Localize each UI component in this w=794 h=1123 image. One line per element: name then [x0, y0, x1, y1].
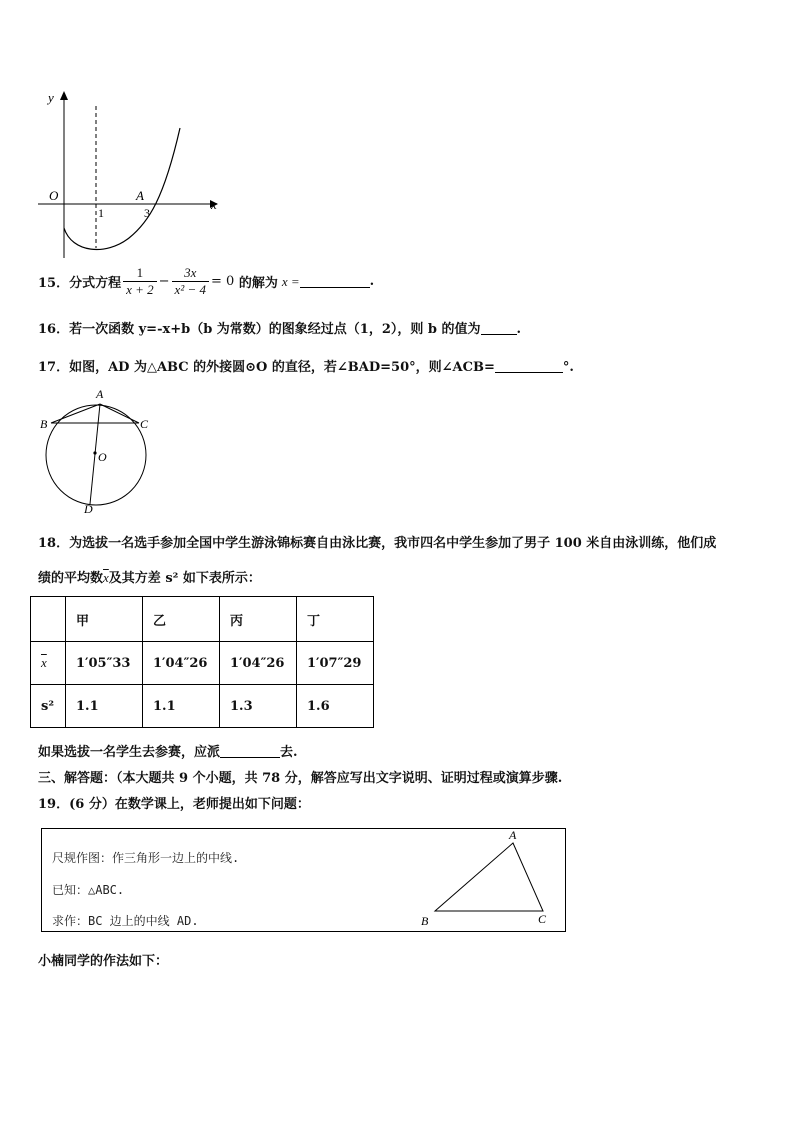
tri-label-a: A: [509, 829, 517, 842]
q15-suffix: 的解为: [238, 276, 278, 291]
origin-label: O: [49, 188, 59, 203]
q18-after-end: 去.: [280, 745, 298, 760]
q16-text: 16．若一次函数 y=-x+b（b 为常数）的图象经过点（1，2），则 b 的值为: [38, 322, 481, 337]
q15-frac2-denominator: x² − 4: [174, 282, 206, 297]
header-jia: 甲: [66, 597, 143, 642]
question-19: 19．(6 分）在数学课上，老师提出如下问题：: [38, 797, 310, 812]
question-18-after: [38, 741, 298, 760]
segment-ac: [100, 404, 139, 423]
tri-label-b: B: [421, 914, 429, 928]
q15-var: x =: [281, 273, 300, 289]
question-16: [38, 318, 521, 337]
box-line-3: 求作：BC 边上的中线 AD.: [52, 914, 199, 928]
section-3-heading: 三、解答题：（本大题共 9 个小题，共 78 分，解答应写出文字说明、证明过程或演算步骤.: [38, 771, 563, 786]
question-18-line1: 18．为选拔一名选手参加全国中学生游泳锦标赛自由泳比赛，我市四名中学生参加了男子 100 米自由泳训练，他们成: [38, 536, 717, 551]
table-row-mean: [31, 642, 374, 685]
var-yi: 1.1: [143, 685, 220, 728]
y-axis-arrow-icon: [60, 91, 68, 100]
mean-jia: 1′05″33: [66, 642, 143, 685]
q17-text: 17．如图，AD 为△ABC 的外接圆⊙O 的直径，若∠BAD=50°，则∠ACB=: [38, 360, 495, 375]
q15-frac2-numerator: 3x: [172, 265, 209, 282]
table-header-row: [31, 597, 374, 642]
parabola-graph: [34, 88, 234, 263]
circumcircle: [46, 405, 146, 505]
tri-label-c: C: [538, 912, 547, 926]
q17-end: °.: [562, 360, 574, 375]
var-ding: 1.6: [297, 685, 374, 728]
label-b: B: [40, 417, 48, 431]
header-ding: 丁: [297, 597, 374, 642]
question-15: [38, 265, 374, 298]
question-19-after: 小楠同学的作法如下：: [38, 954, 169, 969]
triangle-shape: [435, 843, 543, 911]
q15-fraction-2: [172, 265, 209, 298]
table-row-variance: [31, 685, 374, 728]
row-mean-label: $\overline{x}$: [31, 642, 66, 685]
triangle-abc: [417, 829, 562, 931]
y-label: y: [48, 90, 54, 105]
segment-ab: [51, 404, 100, 423]
mean-yi: 1′04″26: [143, 642, 220, 685]
parabola-curve: [64, 128, 180, 249]
row-variance-label: s²: [31, 685, 66, 728]
q18-line2-pre: 绩的平均数: [38, 571, 104, 586]
q16-answer-blank[interactable]: [481, 322, 517, 335]
label-a: A: [96, 387, 104, 401]
swim-data-table: [30, 596, 374, 728]
q15-fraction-1: [123, 265, 157, 298]
header-yi: 乙: [143, 597, 220, 642]
mean-bing: 1′04″26: [220, 642, 297, 685]
label-d: D: [84, 502, 93, 515]
label-o: O: [98, 450, 107, 464]
q15-equals: = 0: [211, 274, 235, 289]
var-bing: 1.3: [220, 685, 297, 728]
q15-minus: −: [158, 274, 170, 289]
tick-3-label: 3: [144, 206, 150, 220]
q16-end: .: [516, 322, 522, 337]
header-bing: 丙: [220, 597, 297, 642]
var-jia: 1.1: [66, 685, 143, 728]
circle-figure: [38, 385, 158, 515]
q18-after-text: 如果选拔一名学生去参赛，应派: [38, 745, 221, 760]
box-line-2: 已知：△ABC.: [52, 883, 125, 897]
mean-ding: 1′07″29: [297, 642, 374, 685]
q18-mean-symbol: $\overline{x}$: [103, 570, 109, 585]
q15-end: .: [369, 274, 375, 289]
q15-frac1-denominator: x + 2: [126, 282, 154, 297]
x-label: x: [211, 197, 217, 212]
q18-answer-blank[interactable]: [220, 745, 280, 758]
question-17: [38, 356, 574, 375]
question-18-line2: [38, 567, 261, 586]
point-a-label: A: [136, 188, 144, 203]
q15-prefix: 15．分式方程: [38, 276, 122, 291]
label-c: C: [140, 417, 149, 431]
q17-answer-blank[interactable]: [495, 360, 563, 373]
q15-answer-blank[interactable]: [300, 275, 370, 288]
table-corner-cell: [31, 597, 66, 642]
box-line-1: 尺规作图：作三角形一边上的中线.: [52, 851, 240, 865]
q15-frac1-numerator: 1: [123, 265, 157, 282]
q18-line2-post: 及其方差 s² 如下表所示：: [108, 571, 261, 586]
construction-problem-box: [41, 828, 566, 932]
tick-1-label: 1: [98, 206, 104, 220]
center-point: [93, 451, 96, 454]
